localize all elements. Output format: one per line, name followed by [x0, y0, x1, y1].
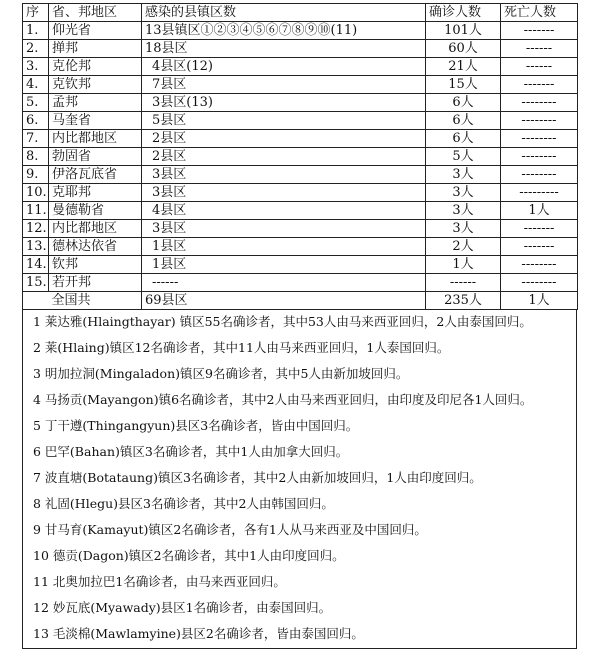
row-confirmed: ------: [426, 274, 501, 292]
row-districts: 4县区(12): [142, 58, 426, 76]
row-region: 马奎省: [49, 112, 142, 130]
row-deaths: --------: [501, 112, 578, 130]
row-region: 钦邦: [49, 256, 142, 274]
footnote: 1 莱达雅(Hlaingthayar) 镇区55名确诊者，其中53人由马来西亚回归，2人由泰国回归。: [33, 314, 532, 329]
row-deaths: --------: [501, 130, 578, 148]
row-region: 克伦邦: [49, 58, 142, 76]
total-confirmed: 235人: [426, 292, 501, 310]
table-row: [23, 220, 578, 238]
total-districts: 69县区: [142, 292, 426, 310]
row-districts: 3县区: [142, 166, 426, 184]
row-region: 克耶邦: [49, 184, 142, 202]
row-region: 内比都地区: [49, 220, 142, 238]
footnote: 13 毛淡棉(Mawlamyine)县区2名确诊者，皆由泰国回归。: [33, 626, 364, 641]
table-row: [23, 256, 578, 274]
covid-table: [22, 3, 578, 310]
row-districts: 13县镇区①②③④⑤⑥⑦⑧⑨⑩(11): [142, 22, 426, 40]
table-row: [23, 202, 578, 220]
table-row: [23, 130, 578, 148]
row-confirmed: 3人: [426, 166, 501, 184]
row-deaths: ---------: [501, 184, 578, 202]
footnote: 11 北奥加拉巴1名确诊者，由马来西亚回归。: [33, 574, 286, 589]
row-index: 15.: [23, 274, 49, 292]
row-deaths: --------: [501, 148, 578, 166]
row-districts: 3县区(13): [142, 94, 426, 112]
total-label: 全国共: [49, 292, 142, 310]
row-index: 13.: [23, 238, 49, 256]
table-row: [23, 40, 578, 58]
table-row: [23, 274, 578, 292]
row-confirmed: 101人: [426, 22, 501, 40]
row-index: 11.: [23, 202, 49, 220]
total-deaths: 1人: [501, 292, 578, 310]
header-deaths: 死亡人数: [501, 4, 578, 22]
row-confirmed: 3人: [426, 220, 501, 238]
table-row: [23, 184, 578, 202]
footnote: 10 德贡(Dagon)镇区2名确诊者，其中1人由印度回归。: [33, 548, 345, 563]
row-deaths: -------: [501, 220, 578, 238]
header-row: [23, 4, 578, 22]
row-region: 伊洛瓦底省: [49, 166, 142, 184]
row-deaths: --------: [501, 166, 578, 184]
row-region: 曼德勒省: [49, 202, 142, 220]
row-index: 6.: [23, 112, 49, 130]
row-districts: 3县区: [142, 220, 426, 238]
row-districts: 3县区: [142, 184, 426, 202]
footnote: 9 甘马育(Kamayut)镇区2名确诊者，各有1人从马来西亚及中国回归。: [33, 522, 427, 537]
header-index: 序: [23, 4, 49, 22]
footnote: 12 妙瓦底(Myawady)县区1名确诊者，由泰国回归。: [33, 600, 332, 615]
row-districts: 7县区: [142, 76, 426, 94]
row-confirmed: 3人: [426, 202, 501, 220]
row-deaths: -------: [501, 22, 578, 40]
row-districts: 2县区: [142, 148, 426, 166]
row-index: 3.: [23, 58, 49, 76]
row-index: 7.: [23, 130, 49, 148]
row-districts: 5县区: [142, 112, 426, 130]
row-deaths: --------: [501, 274, 578, 292]
row-deaths: 1人: [501, 202, 578, 220]
row-deaths: -------: [501, 238, 578, 256]
document: [22, 0, 577, 649]
row-deaths: -------: [501, 76, 578, 94]
table-row: [23, 112, 578, 130]
row-confirmed: 21人: [426, 58, 501, 76]
table-row: [23, 22, 578, 40]
row-districts: 18县区: [142, 40, 426, 58]
row-districts: 4县区: [142, 202, 426, 220]
table-row: [23, 148, 578, 166]
footnote: 8 礼固(Hlegu)县区3名确诊者，其中2人由韩国回归。: [33, 496, 334, 511]
row-region: 仰光省: [49, 22, 142, 40]
row-deaths: ------: [501, 40, 578, 58]
footnote: 2 莱(Hlaing)镇区12名确诊者，其中11人由马来西亚回归，1人泰国回归。: [33, 340, 450, 355]
row-region: 内比都地区: [49, 130, 142, 148]
footnotes: [22, 310, 577, 649]
row-region: 若开邦: [49, 274, 142, 292]
table-row: [23, 94, 578, 112]
total-row: [23, 292, 578, 310]
row-index: 9.: [23, 166, 49, 184]
row-confirmed: 15人: [426, 76, 501, 94]
row-confirmed: 6人: [426, 94, 501, 112]
table-row: [23, 238, 578, 256]
row-region: 克钦邦: [49, 76, 142, 94]
row-districts: 2县区: [142, 130, 426, 148]
header-districts: 感染的县镇区数: [142, 4, 426, 22]
row-confirmed: 6人: [426, 112, 501, 130]
row-districts: 1县区: [142, 256, 426, 274]
row-districts: 1县区: [142, 238, 426, 256]
footnote: 3 明加拉洞(Mingaladon)镇区9名确诊者，其中5人由新加坡回归。: [33, 366, 409, 381]
table-row: [23, 166, 578, 184]
row-region: 勃固省: [49, 148, 142, 166]
header-confirmed: 确诊人数: [426, 4, 501, 22]
row-region: 孟邦: [49, 94, 142, 112]
row-index: 4.: [23, 76, 49, 94]
row-index: 12.: [23, 220, 49, 238]
row-index: 10.: [23, 184, 49, 202]
header-region: 省、邦地区: [49, 4, 142, 22]
row-confirmed: 6人: [426, 130, 501, 148]
row-deaths: --------: [501, 256, 578, 274]
row-confirmed: 3人: [426, 184, 501, 202]
row-districts: ------: [142, 274, 426, 292]
row-deaths: --------: [501, 94, 578, 112]
total-blank: [23, 292, 49, 310]
row-index: 1.: [23, 22, 49, 40]
row-index: 8.: [23, 148, 49, 166]
table-row: [23, 58, 578, 76]
row-index: 2.: [23, 40, 49, 58]
row-deaths: ------: [501, 58, 578, 76]
row-region: 掸邦: [49, 40, 142, 58]
row-index: 5.: [23, 94, 49, 112]
row-confirmed: 1人: [426, 256, 501, 274]
footnote: 5 丁干遵(Thingangyun)县区3名确诊者，皆由中国回归。: [33, 418, 359, 433]
row-confirmed: 2人: [426, 238, 501, 256]
row-confirmed: 60人: [426, 40, 501, 58]
row-region: 德林达依省: [49, 238, 142, 256]
row-index: 14.: [23, 256, 49, 274]
footnote: 6 巴罕(Bahan)镇区3名确诊者，其中1人由加拿大回归。: [33, 444, 349, 459]
row-confirmed: 5人: [426, 148, 501, 166]
footnote: 7 波直塘(Botataung)镇区3名确诊者，其中2人由新加坡回归，1人由印度回归。: [33, 470, 482, 485]
table-row: [23, 76, 578, 94]
footnote: 4 马扬贡(Mayangon)镇6名确诊者，其中2人由马来西亚回归，由印度及印尼各1人回归。: [33, 392, 533, 407]
